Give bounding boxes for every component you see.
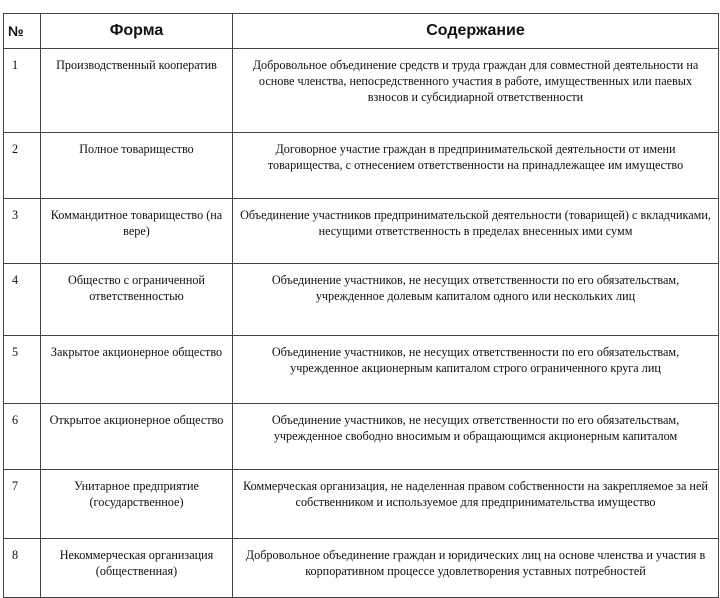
row-number: 8: [4, 539, 41, 598]
table-row: [4, 264, 719, 336]
row-form: Унитарное предприятие (государственное): [41, 470, 233, 539]
row-form: Закрытое акционерное общество: [41, 336, 233, 404]
header-number: №: [4, 14, 41, 49]
row-content: Добровольное объединение средств и труда граждан для совместной деятельности на основе членства, непосредственного участия в работе, имущественных или паевых взносов и субсидиарной ответственности: [233, 49, 719, 133]
row-number: 4: [4, 264, 41, 336]
row-number: 7: [4, 470, 41, 539]
table-row: [4, 336, 719, 404]
row-content: Добровольное объединение граждан и юридических лиц на основе членства и участия в корпоративном процессе удовлетворения уставных потребностей: [233, 539, 719, 598]
row-form: Некоммерческая организация (общественная): [41, 539, 233, 598]
forms-table: [3, 13, 719, 598]
header-form: Форма: [41, 14, 233, 49]
table-row: [4, 539, 719, 598]
row-number: 5: [4, 336, 41, 404]
row-content: Объединение участников предпринимательской деятельности (товарищей) с вкладчиками, несущими ответственность в пределах внесенных ими сумм: [233, 199, 719, 264]
row-form: Коммандитное товарищество (на вере): [41, 199, 233, 264]
table-row: [4, 49, 719, 133]
row-number: 6: [4, 404, 41, 470]
table-row: [4, 199, 719, 264]
row-number: 1: [4, 49, 41, 133]
row-number: 3: [4, 199, 41, 264]
row-form: Открытое акционерное общество: [41, 404, 233, 470]
table-row: [4, 133, 719, 199]
row-form: Общество с ограниченной ответственностью: [41, 264, 233, 336]
row-content: Объединение участников, не несущих ответственности по его обязательствам, учрежденное долевым капиталом одного или нескольких лиц: [233, 264, 719, 336]
row-content: Договорное участие граждан в предпринимательской деятельности от имени товарищества, с отнесением ответственности на принадлежащее им имущество: [233, 133, 719, 199]
row-number: 2: [4, 133, 41, 199]
table-row: [4, 404, 719, 470]
row-form: Производственный кооператив: [41, 49, 233, 133]
header-content: Содержание: [233, 14, 719, 49]
row-form: Полное товарищество: [41, 133, 233, 199]
row-content: Коммерческая организация, не наделенная правом собственности на закрепляемое за ней собственником и используемое для предпринимательства имущество: [233, 470, 719, 539]
table-header-row: [4, 14, 719, 49]
table-row: [4, 470, 719, 539]
row-content: Объединение участников, не несущих ответственности по его обязательствам, учрежденное свободно вносимым и обращающимся акционерным капиталом: [233, 404, 719, 470]
row-content: Объединение участников, не несущих ответственности по его обязательствам, учрежденное акционерным капиталом строго ограниченного круга лиц: [233, 336, 719, 404]
